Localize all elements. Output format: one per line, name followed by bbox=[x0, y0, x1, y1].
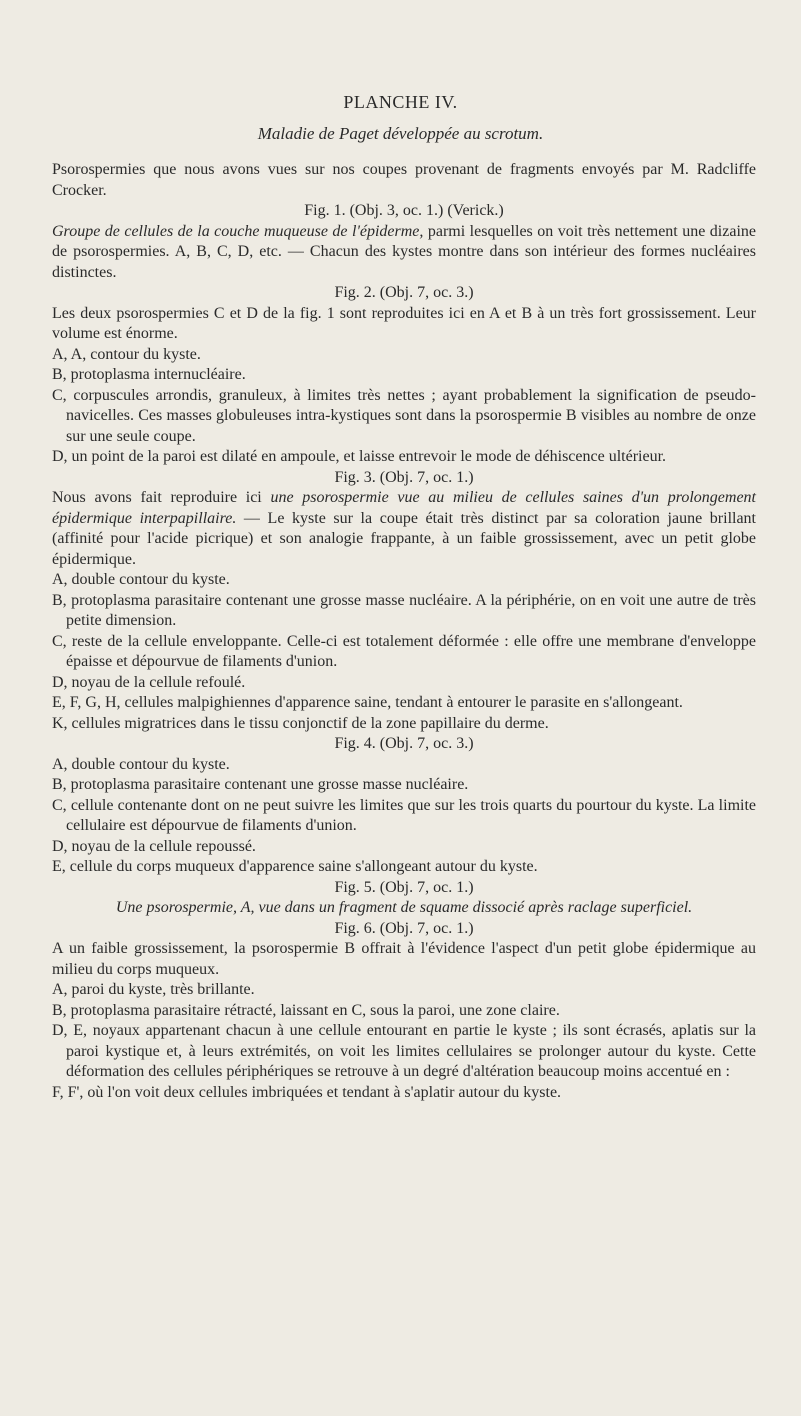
fig6-heading: Fig. 6. (Obj. 7, oc. 1.) bbox=[334, 919, 474, 937]
fig1-italic: Groupe de cellules de la couche muqueuse de l'épiderme, bbox=[52, 222, 424, 240]
fig6-item: D, E, noyaux appartenant chacun à une cellule entourant en partie le kyste ; ils sont écrasés, aplatis sur la paroi kystique et, à leurs extrémités, on voit les limites cellulaires se prolonger autour du kyste. Cette déformation des cellules périphériques se retrouve à un degré d'altération beaucoup moins accentué en : bbox=[52, 1022, 756, 1080]
fig6-item: B, protoplasma parasitaire rétracté, laissant en C, sous la paroi, une zone claire. bbox=[52, 1001, 560, 1019]
plate-title: PLANCHE IV. bbox=[343, 92, 458, 112]
fig2-item: C, corpuscules arrondis, granuleux, à limites très nettes ; ayant probablement la signification de pseudo-navicelles. Ces masses globuleuses intra-kystiques sont dans la psorospermie B visibles au nombre de onze sur une seule coupe. bbox=[52, 386, 756, 445]
fig3-item: K, cellules migratrices dans le tissu conjonctif de la zone papillaire du derme. bbox=[52, 714, 549, 732]
fig3-item: C, reste de la cellule enveloppante. Celle-ci est totalement déformée : elle offre une membrane d'enveloppe épaisse et dépourvue de filaments d'union. bbox=[52, 632, 756, 670]
fig6-paragraph: A un faible grossissement, la psorospermie B offrait à l'évidence l'aspect d'un petit globe épidermique au milieu du corps muqueux. bbox=[52, 940, 756, 978]
document-body bbox=[52, 160, 756, 1103]
intro-paragraph: Psorospermies que nous avons vues sur nos coupes provenant de fragments envoyés par M. Radcliffe Crocker. bbox=[52, 161, 756, 199]
fig5-heading: Fig. 5. (Obj. 7, oc. 1.) bbox=[334, 878, 474, 896]
fig3-start: Nous avons fait reproduire ici bbox=[52, 489, 271, 506]
fig4-item: D, noyau de la cellule repoussé. bbox=[52, 837, 256, 855]
fig2-paragraph: Les deux psorospermies C et D de la fig. 1 sont reproduites ici en A et B à un très fort grossissement. Leur volume est énorme. bbox=[52, 304, 756, 342]
fig3-item: B, protoplasma parasitaire contenant une grosse masse nucléaire. A la périphérie, on en voit une autre de très petite dimension. bbox=[52, 591, 756, 629]
fig2-item: B, protoplasma internucléaire. bbox=[52, 366, 246, 383]
fig1-rest: parmi lesquelles on voit très nettement une dizaine de psorospermies. A, B, C, D, etc. — Chacun des kystes montre dans son intérieur des formes nucléaires distinctes. bbox=[52, 222, 756, 281]
fig1-heading: Fig. 1. (Obj. 3, oc. 1.) (Verick.) bbox=[304, 202, 504, 219]
fig5-caption: Une psorospermie, A, vue dans un fragment de squame dissocié après raclage superficiel. bbox=[115, 899, 693, 916]
fig6-item: A, paroi du kyste, très brillante. bbox=[52, 981, 255, 998]
fig4-heading: Fig. 4. (Obj. 7, oc. 3.) bbox=[334, 735, 474, 752]
plate-subtitle: Maladie de Paget développée au scrotum. bbox=[257, 124, 544, 143]
fig2-item: A, A, contour du kyste. bbox=[52, 345, 201, 363]
fig4-item: C, cellule contenante dont on ne peut suivre les limites que sur les trois quarts du pourtour du kyste. La limite cellulaire est dépourvue de filaments d'union. bbox=[52, 796, 756, 834]
fig3-item: D, noyau de la cellule refoulé. bbox=[52, 673, 246, 691]
fig1-paragraph bbox=[52, 222, 756, 284]
fig2-heading: Fig. 2. (Obj. 7, oc. 3.) bbox=[334, 284, 474, 301]
fig3-rest: — Le kyste sur la coupe était très distinct par sa coloration jaune brillant (affinité pour l'acide picrique) et son analogie frappante, à un faible grossissement, avec un petit globe épidermique. bbox=[52, 509, 757, 568]
fig3-heading: Fig. 3. (Obj. 7, oc. 1.) bbox=[334, 468, 474, 486]
fig2-item: D, un point de la paroi est dilaté en ampoule, et laisse entrevoir le mode de déhiscence ultérieur. bbox=[52, 448, 667, 465]
fig3-italic: une psorospermie vue au milieu de cellules saines d'un prolongement épidermique interpapillaire. bbox=[52, 489, 756, 527]
fig4-item: E, cellule du corps muqueux d'apparence saine s'allongeant autour du kyste. bbox=[52, 858, 538, 875]
fig4-item: A, double contour du kyste. bbox=[52, 755, 230, 773]
fig3-item: A, double contour du kyste. bbox=[52, 571, 230, 588]
fig3-item: E, F, G, H, cellules malpighiennes d'apparence saine, tendant à entourer le parasite en s'allongeant. bbox=[52, 694, 683, 711]
fig3-paragraph bbox=[52, 488, 756, 570]
fig4-item: B, protoplasma parasitaire contenant une grosse masse nucléaire. bbox=[52, 776, 469, 793]
fig6-item: F, F', où l'on voit deux cellules imbriquées et tendant à s'aplatir autour du kyste. bbox=[52, 1083, 562, 1101]
